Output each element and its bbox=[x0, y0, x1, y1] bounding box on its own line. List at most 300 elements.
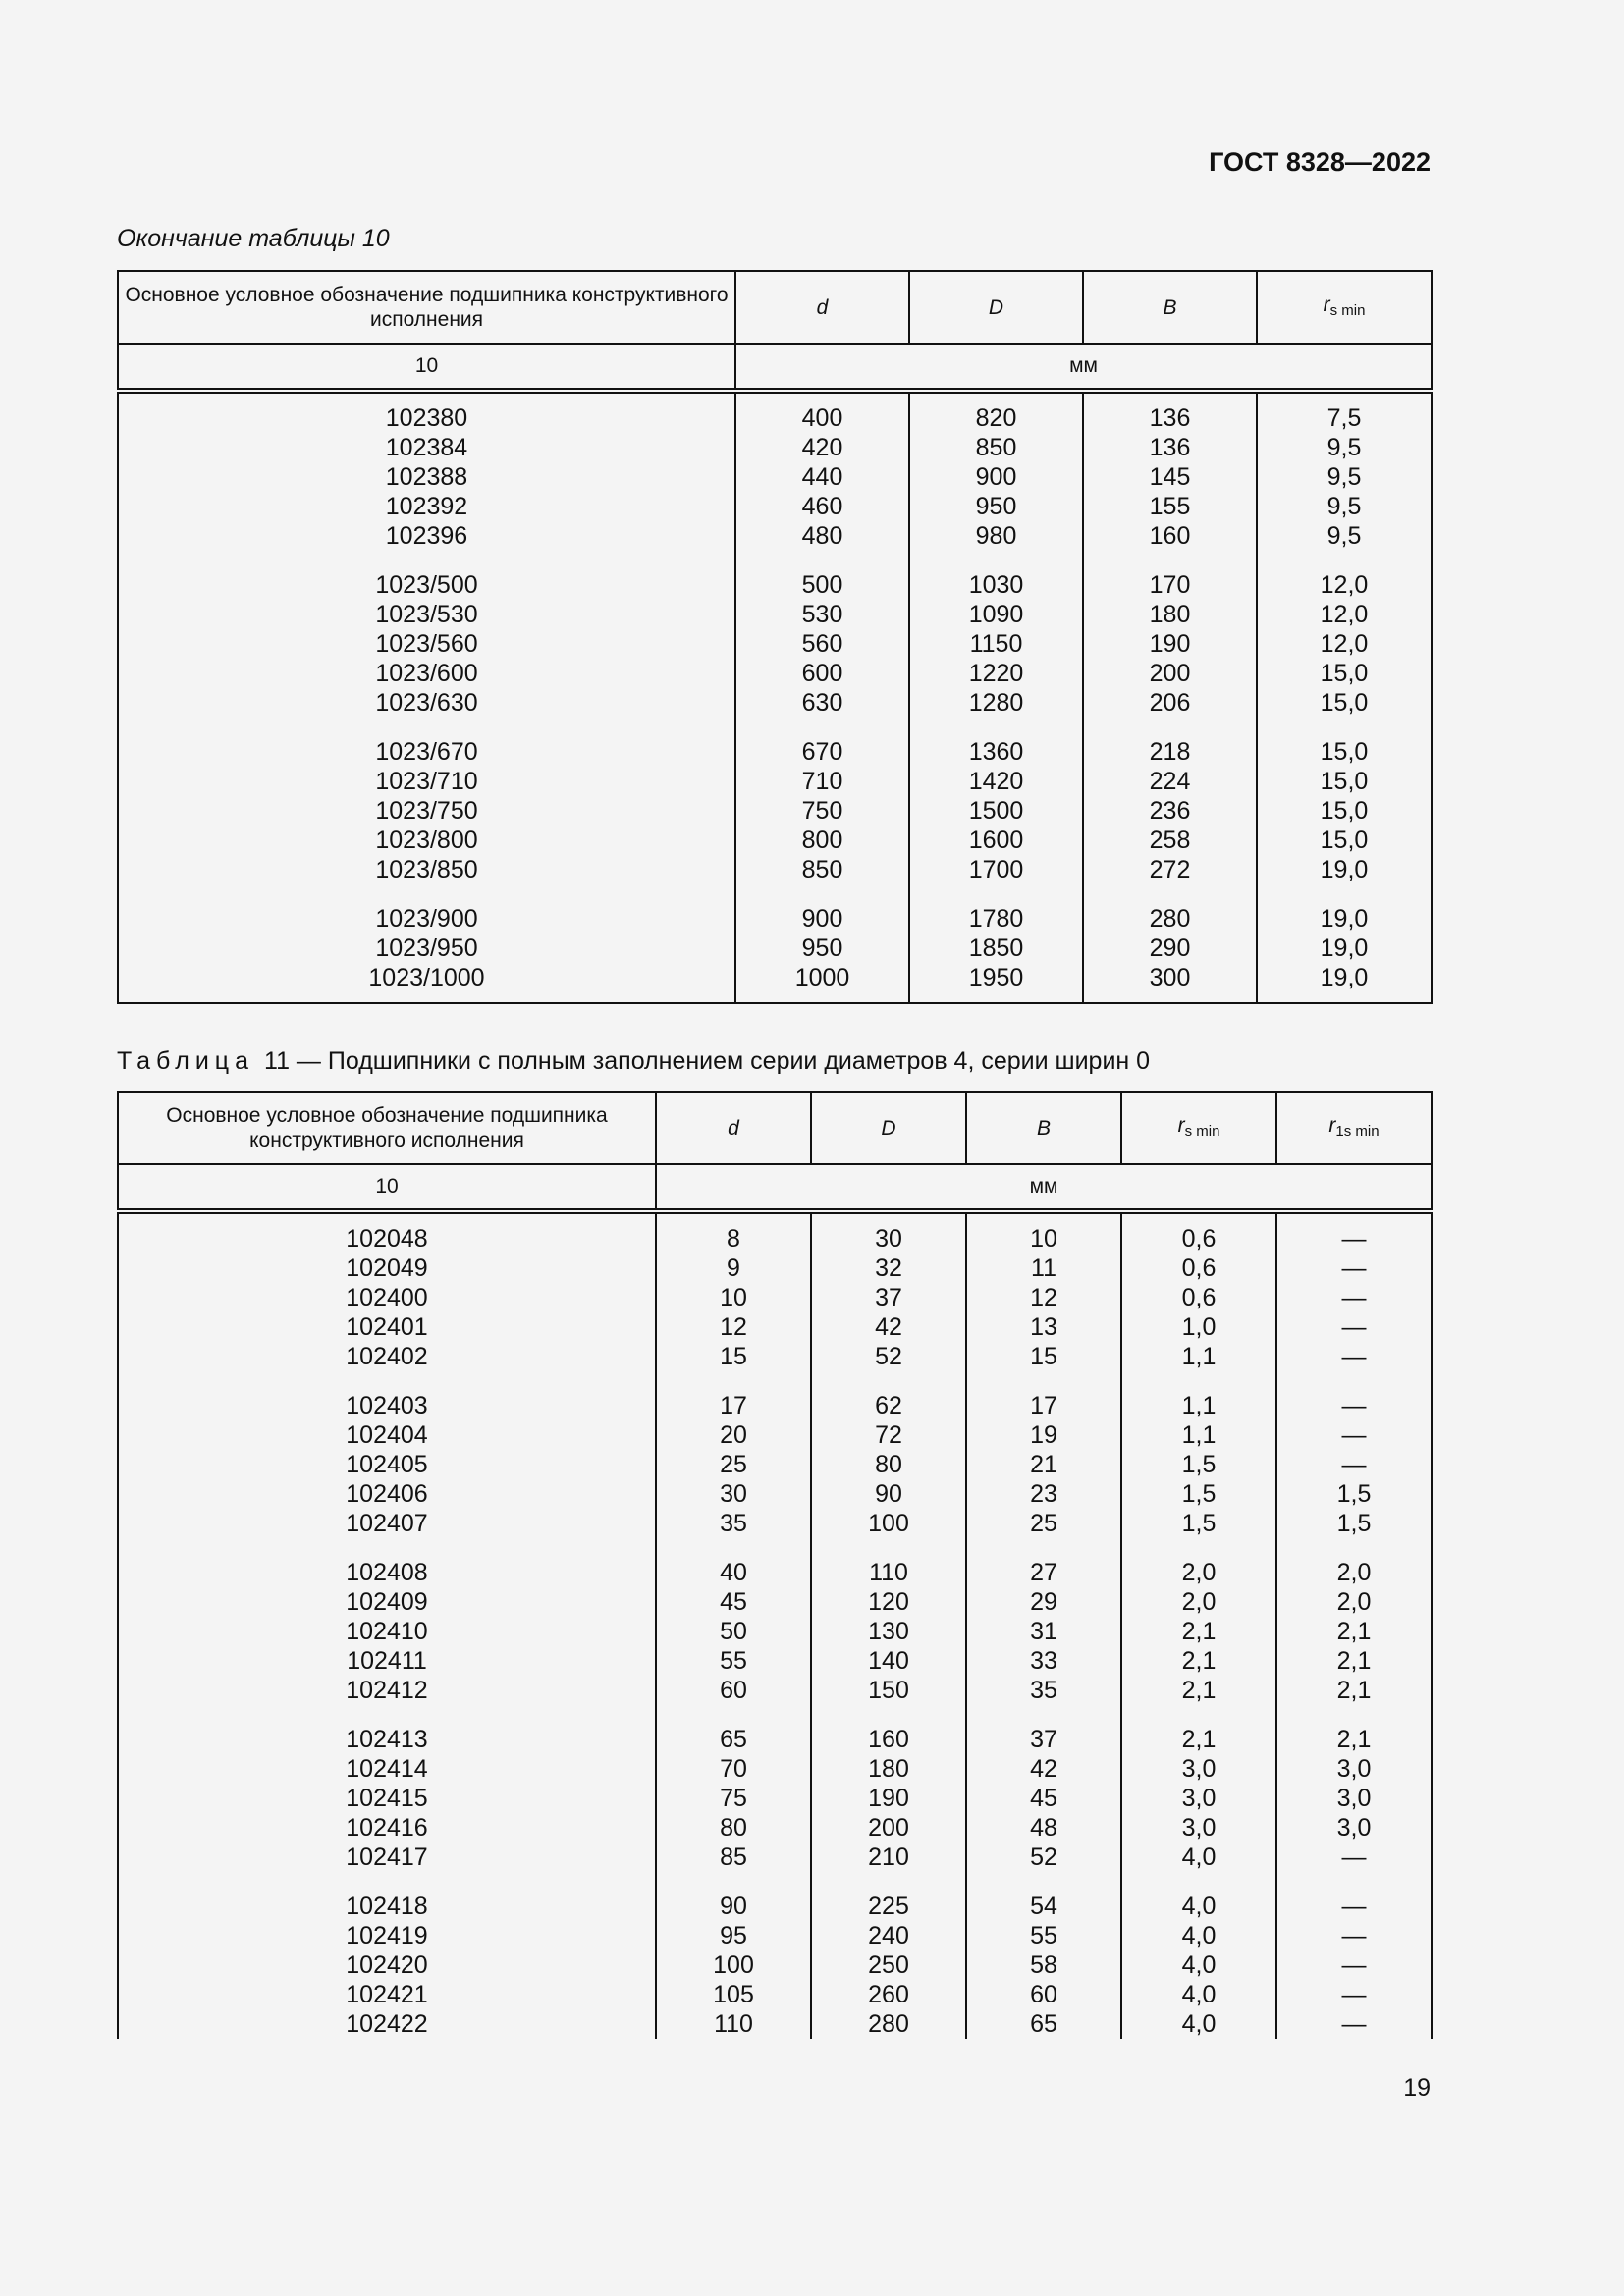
table-cell: 1150 bbox=[909, 629, 1083, 659]
table-cell: 50 bbox=[656, 1617, 811, 1646]
table-row bbox=[118, 1842, 1432, 1872]
table-cell: 1420 bbox=[909, 767, 1083, 796]
table-row bbox=[118, 600, 1432, 629]
table-cell: 1,1 bbox=[1121, 1391, 1276, 1420]
table-cell: 1023/560 bbox=[118, 629, 735, 659]
table-cell: 102406 bbox=[118, 1479, 656, 1509]
col-B-header: B bbox=[1083, 271, 1257, 344]
group-spacer bbox=[118, 551, 1432, 570]
r1-symbol: r bbox=[1328, 1113, 1336, 1137]
table-cell: 30 bbox=[811, 1211, 966, 1254]
table-cell: 3,0 bbox=[1276, 1784, 1432, 1813]
table-cell: 800 bbox=[735, 826, 909, 855]
table-row bbox=[118, 1617, 1432, 1646]
table-cell: 4,0 bbox=[1121, 2009, 1276, 2039]
table-cell: 15,0 bbox=[1257, 737, 1432, 767]
table-cell: 1780 bbox=[909, 904, 1083, 934]
table-cell: 95 bbox=[656, 1921, 811, 1950]
spacer-cell bbox=[1276, 1872, 1432, 1892]
table-cell: 2,0 bbox=[1276, 1587, 1432, 1617]
table-cell: 980 bbox=[909, 521, 1083, 551]
table-cell: 19,0 bbox=[1257, 904, 1432, 934]
table-cell: 102422 bbox=[118, 2009, 656, 2039]
table-cell: 480 bbox=[735, 521, 909, 551]
table-cell: 4,0 bbox=[1121, 1980, 1276, 2009]
table-cell: 15,0 bbox=[1257, 688, 1432, 718]
table-cell: — bbox=[1276, 1420, 1432, 1450]
units-right-cell: мм bbox=[656, 1164, 1432, 1211]
table-cell: 102413 bbox=[118, 1725, 656, 1754]
table-row bbox=[118, 521, 1432, 551]
spacer-cell bbox=[118, 1872, 656, 1892]
table-row bbox=[118, 826, 1432, 855]
table-cell: 136 bbox=[1083, 391, 1257, 433]
table-row bbox=[118, 855, 1432, 884]
table-cell: 290 bbox=[1083, 934, 1257, 963]
spacer-cell bbox=[1121, 1371, 1276, 1391]
table-cell: 140 bbox=[811, 1646, 966, 1676]
table11-body bbox=[118, 1211, 1432, 2039]
table-cell: 65 bbox=[656, 1725, 811, 1754]
table-row bbox=[118, 1892, 1432, 1921]
spacer-cell bbox=[735, 551, 909, 570]
table-cell: 1023/630 bbox=[118, 688, 735, 718]
table-cell: 500 bbox=[735, 570, 909, 600]
spacer-cell bbox=[966, 1538, 1121, 1558]
table-cell: 102396 bbox=[118, 521, 735, 551]
table-cell: 750 bbox=[735, 796, 909, 826]
r-subscript: s min bbox=[1329, 301, 1366, 319]
spacer-cell bbox=[118, 1538, 656, 1558]
table-cell: 100 bbox=[811, 1509, 966, 1538]
table-cell: 950 bbox=[909, 492, 1083, 521]
table-cell: 440 bbox=[735, 462, 909, 492]
table-cell: 1950 bbox=[909, 963, 1083, 1003]
table-row bbox=[118, 1342, 1432, 1371]
table-cell: 90 bbox=[811, 1479, 966, 1509]
table-cell: 1850 bbox=[909, 934, 1083, 963]
table-cell: 1000 bbox=[735, 963, 909, 1003]
table-row bbox=[118, 1950, 1432, 1980]
table-cell: 85 bbox=[656, 1842, 811, 1872]
table-cell: — bbox=[1276, 1950, 1432, 1980]
table-cell: 0,6 bbox=[1121, 1283, 1276, 1312]
table-cell: 1023/710 bbox=[118, 767, 735, 796]
table-cell: 20 bbox=[656, 1420, 811, 1450]
table-cell: 950 bbox=[735, 934, 909, 963]
table-cell: 2,1 bbox=[1276, 1676, 1432, 1705]
table-cell: 1023/670 bbox=[118, 737, 735, 767]
table-cell: 1,5 bbox=[1276, 1509, 1432, 1538]
table-cell: — bbox=[1276, 1842, 1432, 1872]
table-cell: 3,0 bbox=[1121, 1754, 1276, 1784]
page-number: 19 bbox=[1403, 2074, 1431, 2102]
spacer-cell bbox=[811, 1705, 966, 1725]
standard-title: ГОСТ 8328—2022 bbox=[1209, 147, 1431, 177]
table-cell: — bbox=[1276, 1980, 1432, 2009]
table-cell: 72 bbox=[811, 1420, 966, 1450]
table-row bbox=[118, 1921, 1432, 1950]
table-cell: 30 bbox=[656, 1479, 811, 1509]
table-cell: 250 bbox=[811, 1950, 966, 1980]
table-row bbox=[118, 433, 1432, 462]
spacer-cell bbox=[1257, 718, 1432, 737]
table-row bbox=[118, 963, 1432, 1003]
table-cell: 0,6 bbox=[1121, 1254, 1276, 1283]
table-cell: 102380 bbox=[118, 391, 735, 433]
table-cell: 225 bbox=[811, 1892, 966, 1921]
table-cell: 9,5 bbox=[1257, 433, 1432, 462]
spacer-cell bbox=[735, 718, 909, 737]
table-cell: 102421 bbox=[118, 1980, 656, 2009]
table-row bbox=[118, 492, 1432, 521]
r-symbol: r bbox=[1323, 293, 1330, 316]
spacer-cell bbox=[966, 1371, 1121, 1391]
table-cell: 102411 bbox=[118, 1646, 656, 1676]
table-cell: 45 bbox=[656, 1587, 811, 1617]
table-cell: 260 bbox=[811, 1980, 966, 2009]
table-cell: 21 bbox=[966, 1450, 1121, 1479]
table-cell: 2,1 bbox=[1276, 1646, 1432, 1676]
table-cell: 7,5 bbox=[1257, 391, 1432, 433]
table-cell: 33 bbox=[966, 1646, 1121, 1676]
spacer-cell bbox=[1121, 1705, 1276, 1725]
table-row bbox=[118, 1254, 1432, 1283]
table-cell: 1023/800 bbox=[118, 826, 735, 855]
table-cell: 2,0 bbox=[1121, 1587, 1276, 1617]
table-cell: 102415 bbox=[118, 1784, 656, 1813]
table-cell: 1,5 bbox=[1121, 1509, 1276, 1538]
table-cell: 300 bbox=[1083, 963, 1257, 1003]
table-cell: — bbox=[1276, 1254, 1432, 1283]
table-cell: 2,1 bbox=[1121, 1617, 1276, 1646]
col-rs-min-header bbox=[1257, 271, 1432, 344]
spacer-cell bbox=[1083, 884, 1257, 904]
table-row bbox=[118, 1479, 1432, 1509]
group-spacer bbox=[118, 884, 1432, 904]
col-r1s-min-header bbox=[1276, 1092, 1432, 1164]
table-cell: 170 bbox=[1083, 570, 1257, 600]
spacer-cell bbox=[118, 551, 735, 570]
table-cell: 12 bbox=[966, 1283, 1121, 1312]
table-cell: 17 bbox=[966, 1391, 1121, 1420]
table-row bbox=[118, 904, 1432, 934]
table-row bbox=[118, 2009, 1432, 2039]
table-cell: 110 bbox=[656, 2009, 811, 2039]
spacer-cell bbox=[118, 1705, 656, 1725]
table-cell: 105 bbox=[656, 1980, 811, 2009]
table-cell: 25 bbox=[966, 1509, 1121, 1538]
table-cell: 3,0 bbox=[1276, 1754, 1432, 1784]
table-cell: — bbox=[1276, 1391, 1432, 1420]
table-cell: 102402 bbox=[118, 1342, 656, 1371]
table-cell: 1280 bbox=[909, 688, 1083, 718]
table-cell: 4,0 bbox=[1121, 1950, 1276, 1980]
table-row bbox=[118, 1312, 1432, 1342]
table-cell: 180 bbox=[811, 1754, 966, 1784]
table-cell: 2,1 bbox=[1276, 1725, 1432, 1754]
table10-body bbox=[118, 391, 1432, 1003]
group-spacer bbox=[118, 1371, 1432, 1391]
table-cell: 8 bbox=[656, 1211, 811, 1254]
table-row bbox=[118, 688, 1432, 718]
table-row bbox=[118, 1784, 1432, 1813]
table-row bbox=[118, 570, 1432, 600]
table-cell: 1600 bbox=[909, 826, 1083, 855]
table-cell: 102392 bbox=[118, 492, 735, 521]
table-cell: 900 bbox=[909, 462, 1083, 492]
spacer-cell bbox=[909, 884, 1083, 904]
table-cell: 102416 bbox=[118, 1813, 656, 1842]
table-cell: — bbox=[1276, 1312, 1432, 1342]
table-cell: 102404 bbox=[118, 1420, 656, 1450]
table-cell: 9,5 bbox=[1257, 462, 1432, 492]
table-cell: 102048 bbox=[118, 1211, 656, 1254]
table-cell: 15,0 bbox=[1257, 826, 1432, 855]
table-cell: 29 bbox=[966, 1587, 1121, 1617]
table-row bbox=[118, 767, 1432, 796]
table-cell: 4,0 bbox=[1121, 1921, 1276, 1950]
group-spacer bbox=[118, 1705, 1432, 1725]
table-cell: 62 bbox=[811, 1391, 966, 1420]
table-cell: 210 bbox=[811, 1842, 966, 1872]
table-cell: 55 bbox=[966, 1921, 1121, 1950]
table-cell: 102384 bbox=[118, 433, 735, 462]
table-cell: 15,0 bbox=[1257, 659, 1432, 688]
units-left-cell: 10 bbox=[118, 344, 735, 391]
table-cell: 102408 bbox=[118, 1558, 656, 1587]
table11-caption bbox=[117, 1047, 1150, 1076]
table-row bbox=[118, 629, 1432, 659]
col-B-header: B bbox=[966, 1092, 1121, 1164]
table-cell: — bbox=[1276, 2009, 1432, 2039]
table-cell: 3,0 bbox=[1121, 1784, 1276, 1813]
spacer-cell bbox=[735, 884, 909, 904]
table-cell: 1023/530 bbox=[118, 600, 735, 629]
spacer-cell bbox=[811, 1538, 966, 1558]
col-D-header: D bbox=[909, 271, 1083, 344]
table-cell: 52 bbox=[966, 1842, 1121, 1872]
table-cell: 1,5 bbox=[1121, 1479, 1276, 1509]
table-row bbox=[118, 1587, 1432, 1617]
r-symbol: r bbox=[1177, 1113, 1185, 1137]
table-cell: 1,1 bbox=[1121, 1420, 1276, 1450]
table-row bbox=[118, 1676, 1432, 1705]
table-cell: 10 bbox=[656, 1283, 811, 1312]
group-spacer bbox=[118, 1872, 1432, 1892]
table-cell: 630 bbox=[735, 688, 909, 718]
table-11 bbox=[117, 1091, 1433, 2039]
table-cell: 102401 bbox=[118, 1312, 656, 1342]
table-row bbox=[118, 1646, 1432, 1676]
spacer-cell bbox=[811, 1371, 966, 1391]
table-cell: 102403 bbox=[118, 1391, 656, 1420]
spacer-cell bbox=[1083, 718, 1257, 737]
table-cell: 200 bbox=[1083, 659, 1257, 688]
table-cell: 35 bbox=[656, 1509, 811, 1538]
table-cell: 90 bbox=[656, 1892, 811, 1921]
table-cell: 3,0 bbox=[1121, 1813, 1276, 1842]
table-cell: 110 bbox=[811, 1558, 966, 1587]
table-cell: 45 bbox=[966, 1784, 1121, 1813]
spacer-cell bbox=[1257, 551, 1432, 570]
spacer-cell bbox=[1121, 1538, 1276, 1558]
table-cell: 65 bbox=[966, 2009, 1121, 2039]
table-cell: 60 bbox=[656, 1676, 811, 1705]
table-cell: 150 bbox=[811, 1676, 966, 1705]
spacer-cell bbox=[1276, 1371, 1432, 1391]
table-cell: 70 bbox=[656, 1754, 811, 1784]
table-cell: 1023/600 bbox=[118, 659, 735, 688]
table-cell: 48 bbox=[966, 1813, 1121, 1842]
table-cell: 37 bbox=[966, 1725, 1121, 1754]
table-cell: 3,0 bbox=[1276, 1813, 1432, 1842]
table-cell: 0,6 bbox=[1121, 1211, 1276, 1254]
table-cell: 160 bbox=[1083, 521, 1257, 551]
table-row bbox=[118, 1509, 1432, 1538]
table-cell: 206 bbox=[1083, 688, 1257, 718]
table-cell: 19,0 bbox=[1257, 855, 1432, 884]
spacer-cell bbox=[1257, 884, 1432, 904]
table-cell: 190 bbox=[1083, 629, 1257, 659]
table-cell: 37 bbox=[811, 1283, 966, 1312]
table-cell: 80 bbox=[656, 1813, 811, 1842]
table-cell: 1,5 bbox=[1121, 1450, 1276, 1479]
spacer-cell bbox=[118, 884, 735, 904]
table-cell: 1023/1000 bbox=[118, 963, 735, 1003]
col-D-header: D bbox=[811, 1092, 966, 1164]
table-row bbox=[118, 796, 1432, 826]
table-cell: 55 bbox=[656, 1646, 811, 1676]
table-cell: 102405 bbox=[118, 1450, 656, 1479]
table-cell: 1030 bbox=[909, 570, 1083, 600]
table-cell: 9,5 bbox=[1257, 492, 1432, 521]
table-row bbox=[118, 1391, 1432, 1420]
table-cell: 2,1 bbox=[1121, 1725, 1276, 1754]
spacer-cell bbox=[656, 1371, 811, 1391]
spacer-cell bbox=[656, 1538, 811, 1558]
col-designation-header: Основное условное обозначение подшипника конструктивного исполнения bbox=[118, 1092, 656, 1164]
spacer-cell bbox=[1276, 1538, 1432, 1558]
table-cell: 560 bbox=[735, 629, 909, 659]
col-designation-header: Основное условное обозначение подшипника конструктивного исполнения bbox=[118, 271, 735, 344]
spacer-cell bbox=[1121, 1872, 1276, 1892]
table-cell: — bbox=[1276, 1921, 1432, 1950]
table-row bbox=[118, 1754, 1432, 1784]
table-cell: 102419 bbox=[118, 1921, 656, 1950]
table-cell: 9 bbox=[656, 1254, 811, 1283]
table-cell: 460 bbox=[735, 492, 909, 521]
table-cell: 12,0 bbox=[1257, 629, 1432, 659]
table-cell: — bbox=[1276, 1283, 1432, 1312]
spacer-cell bbox=[118, 1371, 656, 1391]
table11-caption-text: 11 — Подшипники с полным заполнением серии диаметров 4, серии ширин 0 bbox=[264, 1047, 1151, 1075]
table-10 bbox=[117, 270, 1433, 1004]
table-cell: 15,0 bbox=[1257, 767, 1432, 796]
table-cell: 19,0 bbox=[1257, 963, 1432, 1003]
table-cell: 2,0 bbox=[1121, 1558, 1276, 1587]
table-row bbox=[118, 1420, 1432, 1450]
table-cell: 900 bbox=[735, 904, 909, 934]
table-cell: 2,0 bbox=[1276, 1558, 1432, 1587]
table-cell: 102417 bbox=[118, 1842, 656, 1872]
table-cell: 1023/850 bbox=[118, 855, 735, 884]
table-row bbox=[118, 391, 1432, 433]
table-cell: 15,0 bbox=[1257, 796, 1432, 826]
table-cell: 710 bbox=[735, 767, 909, 796]
spacer-cell bbox=[656, 1872, 811, 1892]
table-cell: 145 bbox=[1083, 462, 1257, 492]
table-cell: 15 bbox=[966, 1342, 1121, 1371]
table-cell: 102407 bbox=[118, 1509, 656, 1538]
table-cell: 120 bbox=[811, 1587, 966, 1617]
table-cell: 258 bbox=[1083, 826, 1257, 855]
table-cell: 42 bbox=[811, 1312, 966, 1342]
table-cell: 2,1 bbox=[1276, 1617, 1432, 1646]
table-cell: 850 bbox=[735, 855, 909, 884]
table-cell: 4,0 bbox=[1121, 1892, 1276, 1921]
r-subscript: s min bbox=[1184, 1122, 1220, 1140]
table-cell: 12 bbox=[656, 1312, 811, 1342]
table11-caption-label: Таблица bbox=[117, 1047, 255, 1075]
table-cell: 130 bbox=[811, 1617, 966, 1646]
table-cell: 272 bbox=[1083, 855, 1257, 884]
table-cell: 420 bbox=[735, 433, 909, 462]
table-cell: 40 bbox=[656, 1558, 811, 1587]
table-row bbox=[118, 934, 1432, 963]
spacer-cell bbox=[909, 551, 1083, 570]
table-cell: 35 bbox=[966, 1676, 1121, 1705]
spacer-cell bbox=[811, 1872, 966, 1892]
col-rs-min-header bbox=[1121, 1092, 1276, 1164]
table-cell: 1023/900 bbox=[118, 904, 735, 934]
table-cell: 11 bbox=[966, 1254, 1121, 1283]
table-cell: 102049 bbox=[118, 1254, 656, 1283]
spacer-cell bbox=[966, 1705, 1121, 1725]
table-row bbox=[118, 1211, 1432, 1254]
table-row bbox=[118, 1980, 1432, 2009]
table10-caption: Окончание таблицы 10 bbox=[117, 225, 390, 252]
table-cell: 23 bbox=[966, 1479, 1121, 1509]
table-cell: 102420 bbox=[118, 1950, 656, 1980]
group-spacer bbox=[118, 718, 1432, 737]
table-cell: 19,0 bbox=[1257, 934, 1432, 963]
table-row bbox=[118, 1450, 1432, 1479]
table-row bbox=[118, 1813, 1432, 1842]
units-left-cell: 10 bbox=[118, 1164, 656, 1211]
table-cell: 1360 bbox=[909, 737, 1083, 767]
table-cell: 42 bbox=[966, 1754, 1121, 1784]
table-cell: 102400 bbox=[118, 1283, 656, 1312]
spacer-cell bbox=[118, 718, 735, 737]
table-row bbox=[118, 659, 1432, 688]
table-cell: 218 bbox=[1083, 737, 1257, 767]
table-cell: 200 bbox=[811, 1813, 966, 1842]
table-cell: 52 bbox=[811, 1342, 966, 1371]
table-cell: 1023/750 bbox=[118, 796, 735, 826]
table-cell: 600 bbox=[735, 659, 909, 688]
table-row bbox=[118, 737, 1432, 767]
table-cell: 58 bbox=[966, 1950, 1121, 1980]
table-cell: 530 bbox=[735, 600, 909, 629]
table-cell: — bbox=[1276, 1211, 1432, 1254]
table-cell: 240 bbox=[811, 1921, 966, 1950]
table-cell: 10 bbox=[966, 1211, 1121, 1254]
table-cell: 1,0 bbox=[1121, 1312, 1276, 1342]
table-cell: 60 bbox=[966, 1980, 1121, 2009]
table-cell: 9,5 bbox=[1257, 521, 1432, 551]
table-cell: 100 bbox=[656, 1950, 811, 1980]
